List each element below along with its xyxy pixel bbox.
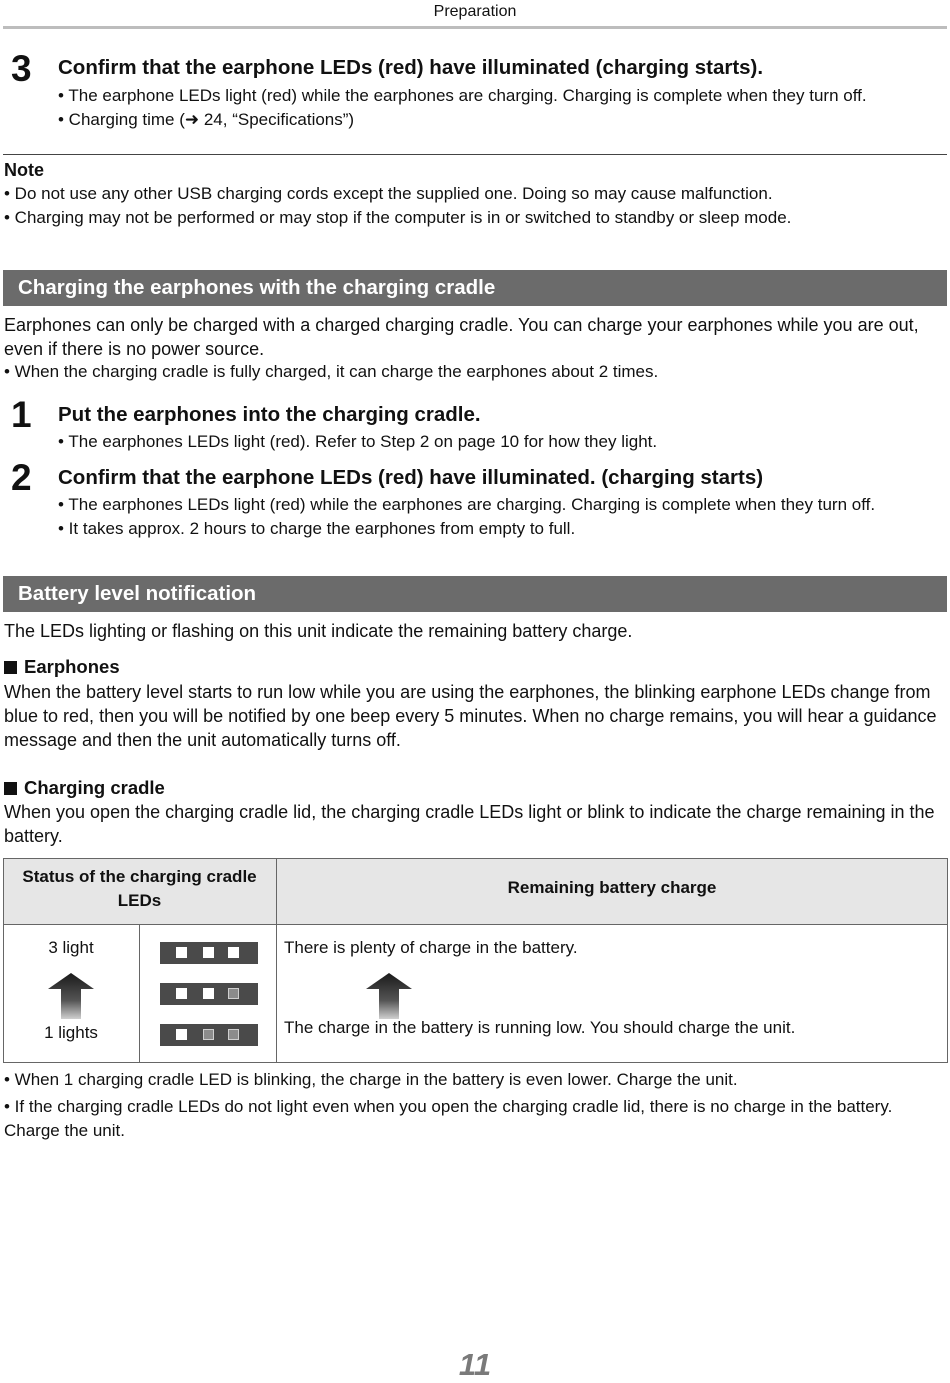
up-arrow-icon (47, 973, 95, 1019)
step-title: Confirm that the earphone LEDs (red) have illuminated. (charging starts) (58, 466, 764, 489)
level-high-text: There is plenty of charge in the battery. (284, 938, 578, 957)
step-title: Put the earphones into the charging cradle. (58, 403, 481, 426)
subheading-label: Charging cradle (24, 777, 165, 798)
battery-table (3, 858, 948, 1063)
up-arrow-icon (365, 973, 413, 1019)
table-header-status: Status of the charging cradle LEDs (22, 867, 257, 910)
led-on-icon (176, 1029, 187, 1040)
led-on-icon (228, 947, 239, 958)
led-indicator-bar (160, 1024, 258, 1046)
section-heading: Battery level notification (3, 576, 947, 612)
section-bullet: • When the charging cradle is fully charged, it can charge the earphones about 2 times. (4, 362, 659, 381)
step-number: 1 (11, 394, 32, 435)
step-bullet: • The earphones LEDs light (red). Refer to Step 2 on page 10 for how they light. (58, 432, 658, 451)
led-indicator-bar (160, 942, 258, 964)
section-heading: Charging the earphones with the charging cradle (3, 270, 947, 306)
step-title: Confirm that the earphone LEDs (red) have illuminated (charging starts). (58, 56, 764, 79)
table-border (3, 924, 948, 925)
subheading-label: Earphones (24, 656, 120, 677)
square-bullet-icon (4, 661, 17, 674)
led-on-icon (203, 988, 214, 999)
led-off-icon (228, 988, 239, 999)
header-rule (3, 26, 947, 29)
step-bullet: • The earphones LEDs light (red) while the earphones are charging. Charging is complete when they turn off. (58, 495, 876, 514)
step-bullet: • It takes approx. 2 hours to charge the earphones from empty to full. (58, 519, 576, 538)
cradle-text: When you open the charging cradle lid, the charging cradle LEDs light or blink to indicate the charge remaining in the battery. (4, 802, 935, 846)
step-number: 3 (11, 48, 32, 89)
note-rule (3, 154, 947, 155)
step-bullet: • The earphone LEDs light (red) while the earphones are charging. Charging is complete when they turn off. (58, 86, 867, 105)
led-off-icon (228, 1029, 239, 1040)
led-off-icon (203, 1029, 214, 1040)
note-item: • Do not use any other USB charging cords except the supplied one. Doing so may cause malfunction. (4, 184, 773, 203)
subheading-earphones (4, 656, 120, 678)
note-item: • Charging may not be performed or may stop if the computer is in or switched to standby or sleep mode. (4, 208, 792, 227)
led-on-icon (203, 947, 214, 958)
page-number: 11 (458, 1347, 492, 1382)
level-low-label: 1 lights (44, 1023, 98, 1042)
square-bullet-icon (4, 782, 17, 795)
section-intro: Earphones can only be charged with a charged charging cradle. You can charge your earphones while you are out, even if there is no power source. (4, 315, 919, 359)
table-border (3, 1062, 948, 1063)
note-title: Note (4, 160, 44, 180)
running-header: Preparation (433, 3, 517, 20)
step-number: 2 (11, 457, 32, 498)
level-high-label: 3 light (48, 938, 94, 957)
table-border (947, 858, 948, 1063)
level-low-text: The charge in the battery is running low. You should charge the unit. (284, 1018, 796, 1037)
led-indicator-bar (160, 983, 258, 1005)
earphones-text: When the battery level starts to run low while you are using the earphones, the blinking earphone LEDs change from blue to red, then you will be notified by one beep every 5 minutes. When no charge remains, you will hear a guidance message and then the unit automatically turns off. (4, 682, 937, 750)
step-bullet: • Charging time (➜ 24, “Specifications”) (58, 110, 355, 129)
table-border (139, 924, 140, 1063)
note-item: • If the charging cradle LEDs do not light even when you open the charging cradle lid, there is no charge in the battery. Charge the unit. (4, 1097, 893, 1140)
subheading-charging-cradle (4, 777, 165, 799)
led-on-icon (176, 988, 187, 999)
table-border (3, 858, 948, 859)
table-header-remaining: Remaining battery charge (507, 878, 717, 897)
led-on-icon (176, 947, 187, 958)
section-intro: The LEDs lighting or flashing on this unit indicate the remaining battery charge. (4, 621, 633, 641)
note-item: • When 1 charging cradle LED is blinking, the charge in the battery is even lower. Charge the unit. (4, 1070, 738, 1089)
